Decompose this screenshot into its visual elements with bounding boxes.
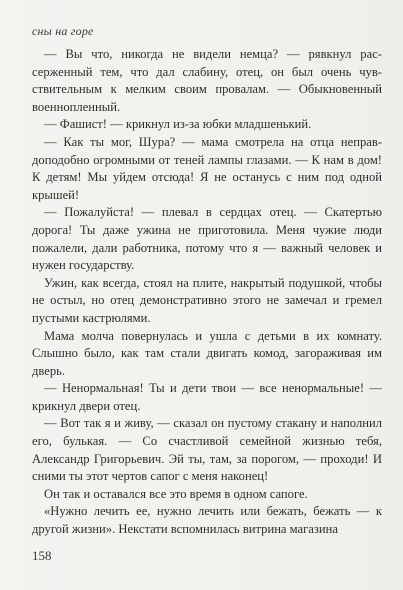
paragraph: «Нужно лечить ее, нужно лечить или бежать, бежать — к другой жизни». Некстати вспомнилась витрина магазина — [32, 504, 382, 537]
paragraph: — Как ты мог, Шура? — мама смотрела на отца неправдоподобно огромными от теней лампы глазами. — К нам в дом! К детям! Мы уйдем отсюда! Я не останусь с ним под одной крышей! — [32, 134, 382, 202]
paragraph: — Пожалуйста! — плевал в сердцах отец. — Скатертью дорога! Ты даже ужина не приготовила. Меня чужие люди пожалели, дали работника, потому что я — важный человек и нужен государству. — [32, 205, 382, 273]
paragraph: — Вот так я и живу, — сказал он пустому стакану и наполнил его, булькая. — Со счастливой семейной жизнью тебя, Александр Григорьевич. Эй ты, там, за порогом, — проходи! И сними ты этот чертов сапог с меня наконец! — [32, 416, 382, 484]
paragraph: Мама молча повернулась и ушла с детьми в их комнату. Слышно было, как там стали двигать комод, загораживая им дверь. — [32, 328, 382, 378]
paragraph: — Ненормальная! Ты и дети твои — все ненормальные! — крикнул двери отец. — [32, 381, 382, 413]
running-head: сны на горе — [32, 24, 94, 38]
page-text — [32, 46, 382, 539]
paragraph: Ужин, как всегда, стоял на плите, накрытый подушкой, чтобы не остыл, но отец демонстративно этого не замечал и гремел пустыми кастрюлями. — [32, 275, 382, 325]
paragraph: — Вы что, никогда не видели немца? — рявкнул рассерженный тем, что дал слабину, отец, он был очень чувствительным к мелким своим провалам. — Обыкновенный военнопленный. — [32, 47, 382, 114]
page-number: 158 — [32, 548, 52, 563]
paragraph: Он так и оставался все это время в одном сапоге. — [44, 486, 308, 501]
paragraph: — Фашист! — крикнул из-за юбки младшенький. — [44, 117, 312, 132]
